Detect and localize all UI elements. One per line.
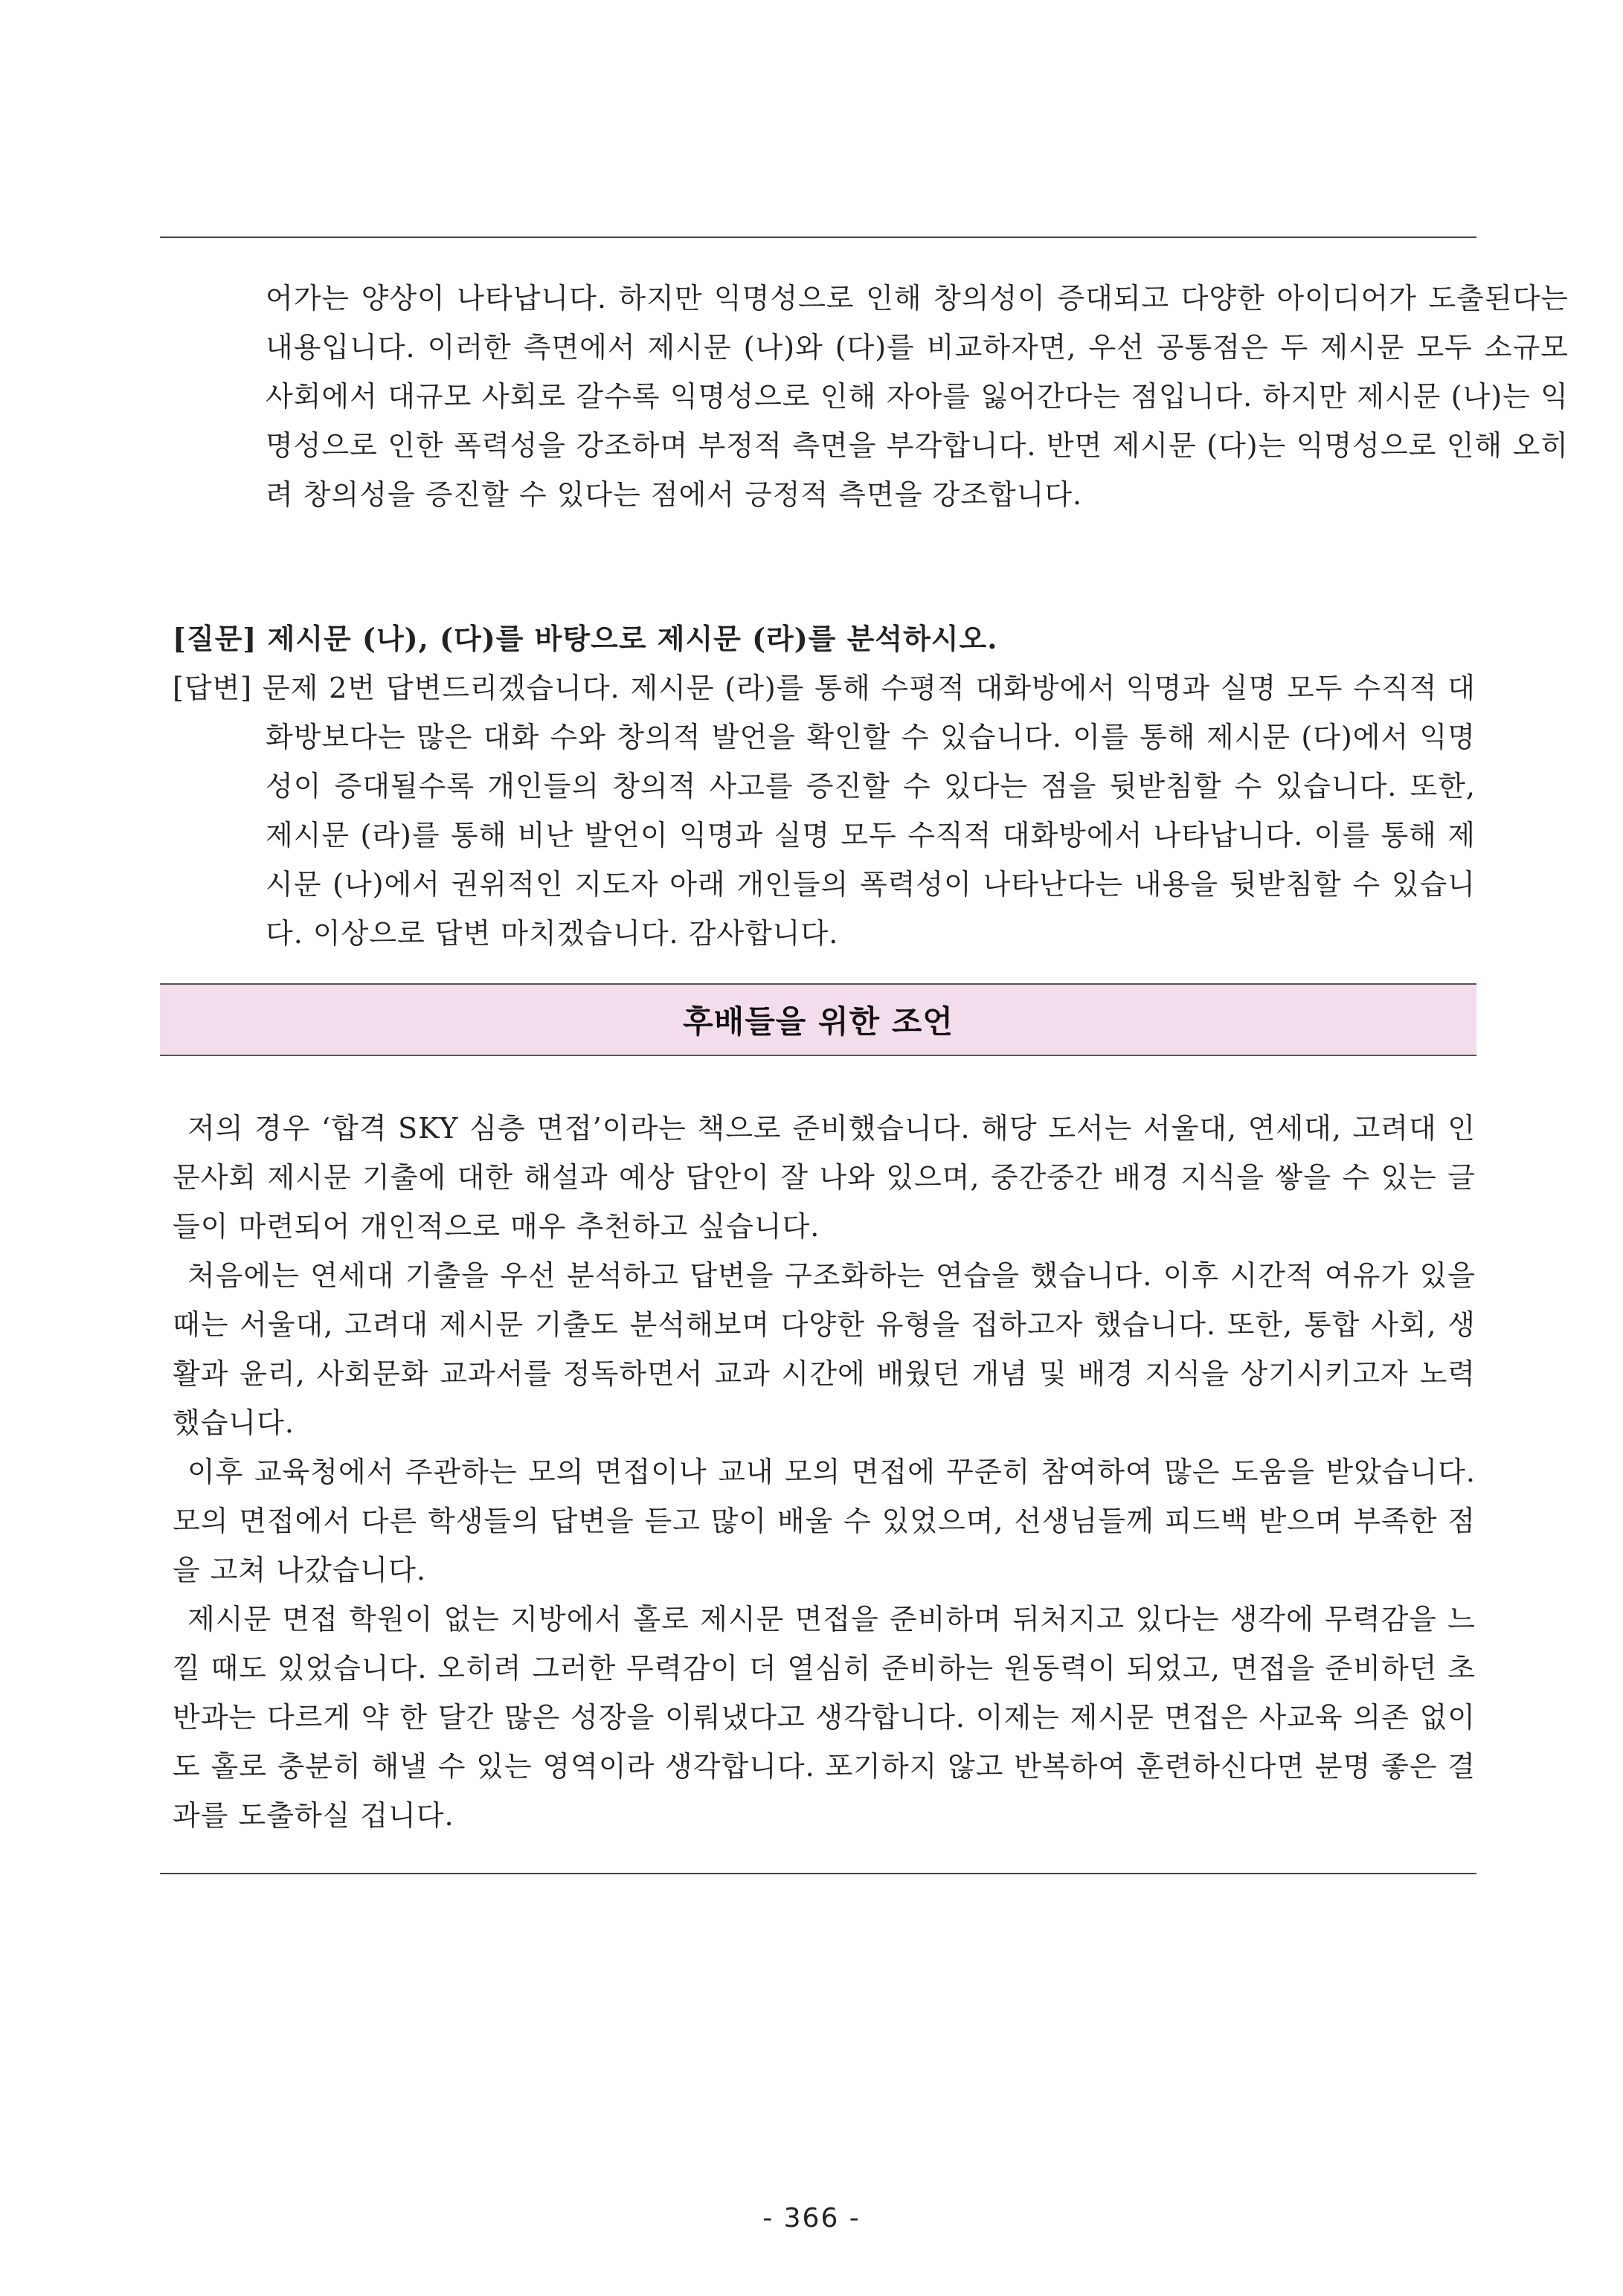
section-title: 후배들을 위한 조언 [683,1003,954,1040]
section-banner [160,983,1476,1056]
advice-paragraph: 처음에는 연세대 기출을 우선 분석하고 답변을 구조화하는 연습을 했습니다. 이후 시간적 여유가 있을 때는 서울대, 고려대 제시문 기출도 분석해보며 다양한 유형을 접하고자 했습니다. 또한, 통합 사회, 생활과 윤리, 사회문화 교과서를 정독하면서 교과 시간에 배웠던 개념 및 배경 지식을 상기시키고자 노력했습니다. [173,1259,1476,1439]
top-divider [160,237,1476,238]
previous-answer-continuation: 어가는 양상이 나타납니다. 하지만 익명성으로 인해 창의성이 증대되고 다양한 아이디어가 도출된다는 내용입니다. 이러한 측면에서 제시문 (나)와 (다)를 비교하자면, 우선 공통점은 두 제시문 모두 소규모 사회에서 대규모 사회로 갈수록 익명성으로 인해 자아를 잃어간다는 점입니다. 하지만 제시문 (나)는 익명성으로 인한 폭력성을 강조하며 부정적 측면을 부각합니다. 반면 제시문 (다)는 익명성으로 인해 오히려 창의성을 증진할 수 있다는 점에서 긍정적 측면을 강조합니다. [266,282,1569,511]
question-text: [질문] 제시문 (나), (다)를 바탕으로 제시문 (라)를 분석하시오. [173,622,998,655]
advice-paragraph: 제시문 면접 학원이 없는 지방에서 홀로 제시문 면접을 준비하며 뒤처지고 있다는 생각에 무력감을 느낄 때도 있었습니다. 오히려 그러한 무력감이 더 열심히 준비하는 원동력이 되었고, 면접을 준비하던 초반과는 다르게 약 한 달간 많은 성장을 이뤄냈다고 생각합니다. 이제는 제시문 면접은 사교육 의존 없이도 홀로 충분히 해낼 수 있는 영역이라 생각합니다. 포기하지 않고 반복하여 훈련하신다면 분명 좋은 결과를 도출하실 겁니다. [173,1603,1476,1832]
advice-paragraph: 저의 경우 ‘합격 SKY 심층 면접’이라는 책으로 준비했습니다. 해당 도서는 서울대, 연세대, 고려대 인문사회 제시문 기출에 대한 해설과 예상 답안이 잘 나와 있으며, 중간중간 배경 지식을 쌓을 수 있는 글들이 마련되어 개인적으로 매우 추천하고 싶습니다. [173,1112,1476,1243]
answer-text: [답변] 문제 2번 답변드리겠습니다. 제시문 (라)를 통해 수평적 대화방에서 익명과 실명 모두 수직적 대화방보다는 많은 대화 수와 창의적 발언을 확인할 수 있습니다. 이를 통해 제시문 (다)에서 익명성이 증대될수록 개인들의 창의적 사고를 증진할 수 있다는 점을 뒷받침할 수 있습니다. 또한, 제시문 (라)를 통해 비난 발언이 익명과 실명 모두 수직적 대화방에서 나타납니다. 이를 통해 제시문 (나)에서 권위적인 지도자 아래 개인들의 폭력성이 나타난다는 내용을 뒷받침할 수 있습니다. 이상으로 답변 마치겠습니다. 감사합니다. [173,672,1476,950]
advice-paragraph: 이후 교육청에서 주관하는 모의 면접이나 교내 모의 면접에 꾸준히 참여하여 많은 도움을 받았습니다. 모의 면접에서 다른 학생들의 답변을 듣고 많이 배울 수 있었으며, 선생님들께 피드백 받으며 부족한 점을 고쳐 나갔습니다. [173,1456,1476,1586]
page-number: - 366 - [762,2203,861,2234]
bottom-divider [160,1873,1476,1874]
